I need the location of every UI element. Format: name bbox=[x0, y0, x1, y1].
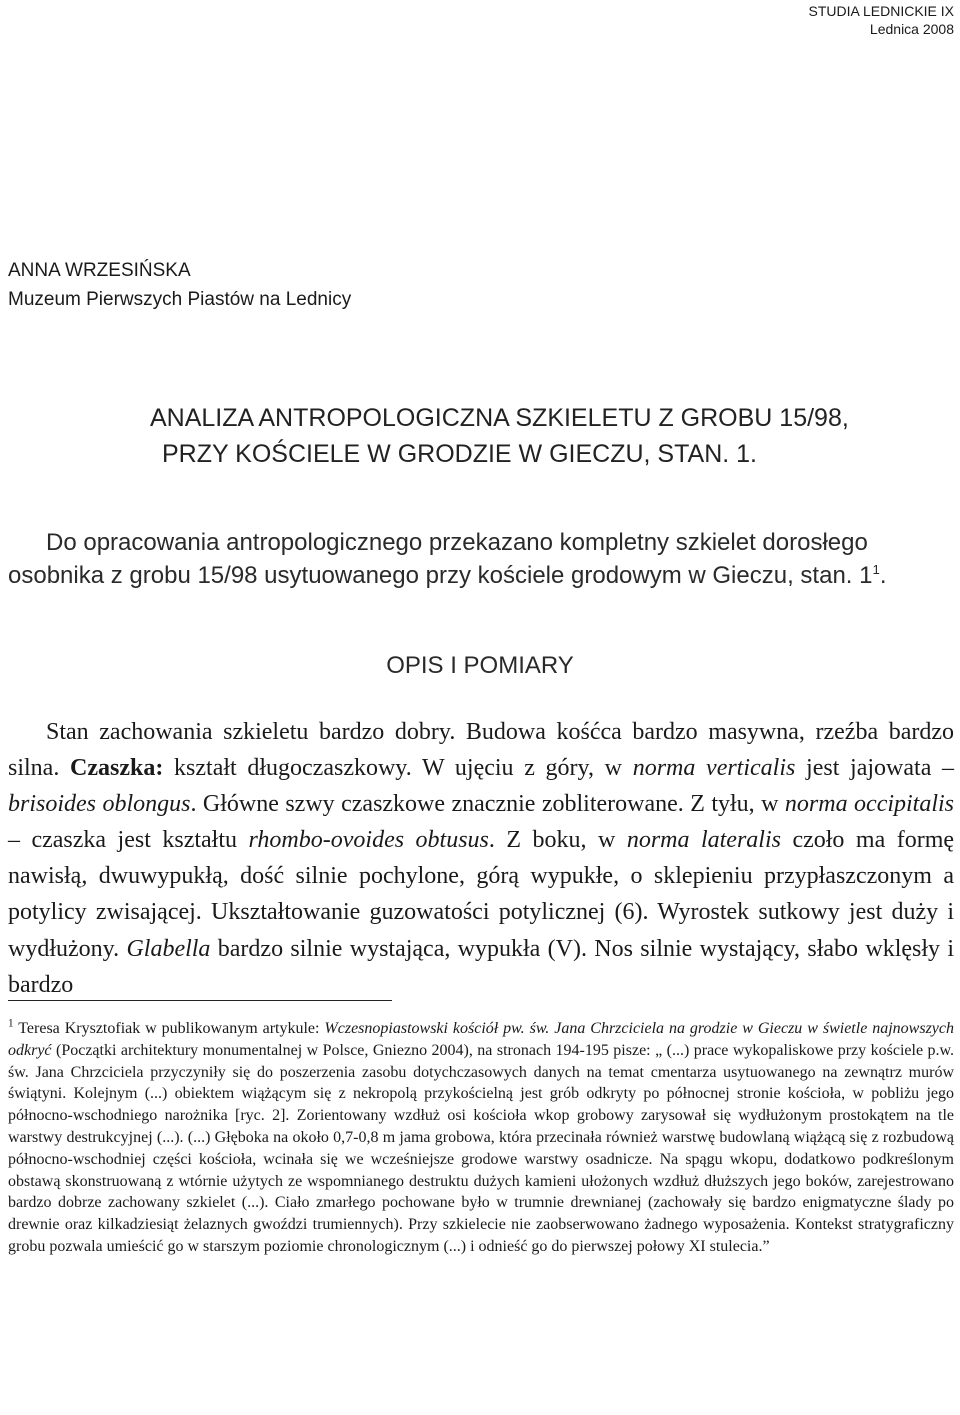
footnote-reference[interactable]: 1 bbox=[872, 562, 880, 577]
body-sentence-4: . Główne szwy czaszkowe znacznie zobliterowane. Z tyłu, w bbox=[190, 791, 779, 818]
term-norma-lateralis: norma lateralis bbox=[626, 827, 781, 854]
section-heading: OPIS I POMIARY bbox=[386, 652, 574, 679]
title-line-2: PRZY KOŚCIELE W GRODZIE W GIECZU, STAN. 1. bbox=[162, 440, 757, 468]
footnote-text-2: (Początki architektury monumentalnej w Polsce, Gniezno 2004), na stronach 194-195 pisze: „ (...) prace wykopaliskowe przy kościele p.w. św. Jana Chrzciciela przyczyniły się do poszerzenia zasobu dotychczasowych danych na temat cmentarza usytuowanego na zewnątrz murów świątyni. Kolejnym (...) obiektem wiążącym się z nekropolą przykościelną jest grób odkryty po północnej stronie kościoła, w pobliżu jego północno-wschodniego narożnika [ryc. 2]. Zorientowany wzdłuż osi kościoła wkop grobowy zarysował się wydłużonym prostokątem na tle warstwy destrukcyjnej (...). (...) Głęboka na około 0,7-0,8 m jama grobowa, która przecinała również warstwę budowlaną wiążącą się z rozbudową północno-wschodniej części kościoła, wcinała się we wcześniejsze grodowe warstwy osadnicze. Na spągu wkopu, dodatkowo podkreślonym obstawą skonstruowaną z wtórnie użytych ze wspomnianego destruktu dużych kamieni ułożonych wzdłuż dłuższych jego boków, zarejestrowano bardzo dobrze zachowany szkielet (...). Ciało zmarłego pochowane było w trumnie drewnianej (zachowały się bardzo enigmatyczne ślady po drewnie oraz kilkadziesiąt żelaznych gwoździ trumiennych). Przy szkielecie nie zaobserwowano żadnego wyposażenia. Kontekst stratygraficzny grobu pozwala umieścić go w starszym poziomie chronologicznym (...) i odnieść go do pierwszej połowy XI stulecia.” bbox=[8, 1041, 955, 1255]
footnote-text-1: Teresa Krysztofiak w publikowanym artykule: bbox=[18, 1020, 320, 1037]
intro-text: Do opracowania antropologicznego przekazano kompletny szkielet dorosłego osobnika z grobu 15/98 usytuowanego przy kościele grodowym w Gieczu, stan. 1 bbox=[8, 529, 873, 589]
term-brisoides: brisoides oblongus bbox=[8, 791, 191, 818]
journal-name: STUDIA LEDNICKIE IX bbox=[808, 3, 954, 19]
body-paragraph bbox=[8, 714, 954, 1003]
term-rhombo-ovoides: rhombo-ovoides obtusus bbox=[248, 827, 489, 854]
running-header bbox=[809, 2, 954, 38]
body-sentence-7: czoło ma formę nawisłą, dwuwypukłą, dość silnie pochylone, górą wypukłe, o sklepieniu przypłaszczonym a potylicy zwisającej. Ukształtowanie guzowatości potylicznej (6). Wyrostek sutkowy jest duży i wydłużony. bbox=[8, 827, 955, 962]
footnote-marker: 1 bbox=[8, 1017, 14, 1030]
czaszka-label: Czaszka: bbox=[70, 755, 164, 782]
journal-place-year: Lednica 2008 bbox=[869, 21, 954, 37]
body-sentence-8: bardzo silnie wystająca, wypukła (V). Nos silnie wystający, słabo wklęsły i bardzo bbox=[8, 935, 955, 998]
author-affiliation: Muzeum Pierwszych Piastów na Lednicy bbox=[8, 289, 352, 310]
intro-paragraph bbox=[8, 526, 954, 592]
footnote bbox=[8, 1018, 954, 1258]
author-name: ANNA WRZESIŃSKA bbox=[8, 260, 191, 281]
term-norma-verticalis: norma verticalis bbox=[632, 755, 796, 782]
body-sentence-6: . Z boku, w bbox=[488, 827, 616, 854]
body-sentence-3: jest jajowata – bbox=[806, 755, 955, 782]
author-block bbox=[8, 256, 351, 314]
title-line-1: ANALIZA ANTROPOLOGICZNA SZKIELETU Z GROBU 15/98, bbox=[150, 404, 849, 432]
term-norma-occipitalis: norma occipitalis bbox=[784, 791, 955, 818]
term-glabella: Glabella bbox=[126, 935, 211, 962]
body-sentence-2: kształt długoczaszkowy. W ujęciu z góry, w bbox=[174, 755, 622, 782]
body-sentence-1: Stan zachowania szkieletu bardzo dobry. Budowa kośćca bardzo masywna, rzeźba bardzo silna. bbox=[8, 719, 954, 782]
footnote-separator bbox=[8, 1000, 392, 1001]
body-sentence-5: – czaszka jest kształtu bbox=[8, 827, 238, 854]
article-title bbox=[44, 400, 944, 472]
footnote-cited-title: Wczesnopiastowski kościół pw. św. Jana Chrzciciela na grodzie w Gieczu w świetle najnowszych odkryć bbox=[8, 1020, 955, 1059]
intro-end: . bbox=[879, 562, 887, 589]
